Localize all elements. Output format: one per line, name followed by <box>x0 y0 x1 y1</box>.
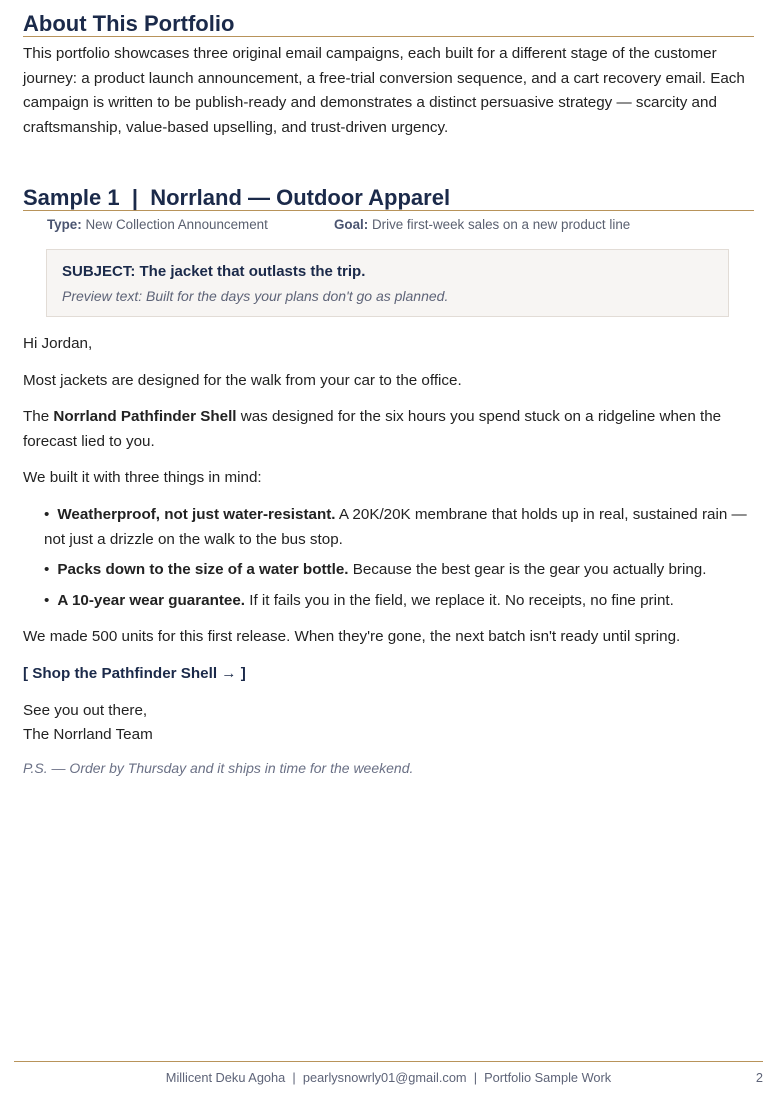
type-value: New Collection Announcement <box>85 217 268 232</box>
page-number: 2 <box>755 1070 763 1085</box>
email-paragraph-3: We built it with three things in mind: <box>23 469 262 486</box>
sample-heading: Sample 1 | Norrland — Outdoor Apparel <box>23 186 754 211</box>
signoff-line-2: The Norrland Team <box>23 726 153 743</box>
footer-text: Millicent Deku Agoha | pearlysnowrly01@gmail.com | Portfolio Sample Work <box>165 1070 612 1085</box>
postscript: P.S. — Order by Thursday and it ships in time for the weekend. <box>23 760 414 776</box>
email-subject: SUBJECT: The jacket that outlasts the trip. <box>62 263 366 280</box>
list-item <box>44 558 759 583</box>
goal-value: Drive first-week sales on a new product line <box>371 217 631 232</box>
email-preview-text: Preview text: Built for the days your plans don't go as planned. <box>62 288 449 304</box>
footer-divider <box>14 1061 763 1062</box>
p2-prefix: The <box>23 408 54 425</box>
email-paragraph-4: We made 500 units for this first release. When they're gone, the next batch isn't ready until spring. <box>23 628 681 645</box>
list-item <box>44 589 759 614</box>
subject-box <box>46 249 729 317</box>
bullet-text: If it fails you in the field, we replace it. No receipts, no fine print. <box>245 592 674 609</box>
bullet-bold: A 10-year wear guarantee. <box>57 592 246 609</box>
about-paragraph: This portfolio showcases three original email campaigns, each built for a different stage of the customer journey: a product launch announcement, a free-trial conversion sequence, and a cart recovery email. Each campaign is written to be publish-ready and demonstrates a distinct persuasive strategy — scarcity and craftsmanship, value-based upselling, and trust-driven urgency. <box>23 45 745 136</box>
goal-label: Goal: <box>334 217 369 232</box>
bullet-icon: • <box>44 561 50 578</box>
goal-meta <box>334 216 630 234</box>
email-greeting: Hi Jordan, <box>23 335 93 352</box>
type-label: Type: <box>47 217 82 232</box>
bullet-text: A 20K/20K membrane that holds up in real, sustained rain — not just a drizzle on the walk to the bus stop. <box>44 506 747 548</box>
bullet-text: Because the best gear is the gear you actually bring. <box>348 561 707 578</box>
p2-suffix: was designed for the six hours you spend stuck on a ridgeline when the forecast lied to you. <box>23 408 722 450</box>
list-item <box>44 503 759 552</box>
type-meta <box>47 216 268 234</box>
about-heading: About This Portfolio <box>23 12 754 37</box>
email-paragraph-2 <box>23 405 758 454</box>
signoff-line-1: See you out there, <box>23 702 148 719</box>
bullet-icon: • <box>44 506 50 523</box>
product-name: Norrland Pathfinder Shell <box>53 408 237 425</box>
bullet-icon: • <box>44 592 50 609</box>
shop-cta-link[interactable]: [ Shop the Pathfinder Shell → ] <box>23 665 246 682</box>
bullet-bold: Weatherproof, not just water-resistant. <box>57 506 336 523</box>
email-paragraph-1: Most jackets are designed for the walk from your car to the office. <box>23 372 462 389</box>
bullet-bold: Packs down to the size of a water bottle. <box>57 561 349 578</box>
